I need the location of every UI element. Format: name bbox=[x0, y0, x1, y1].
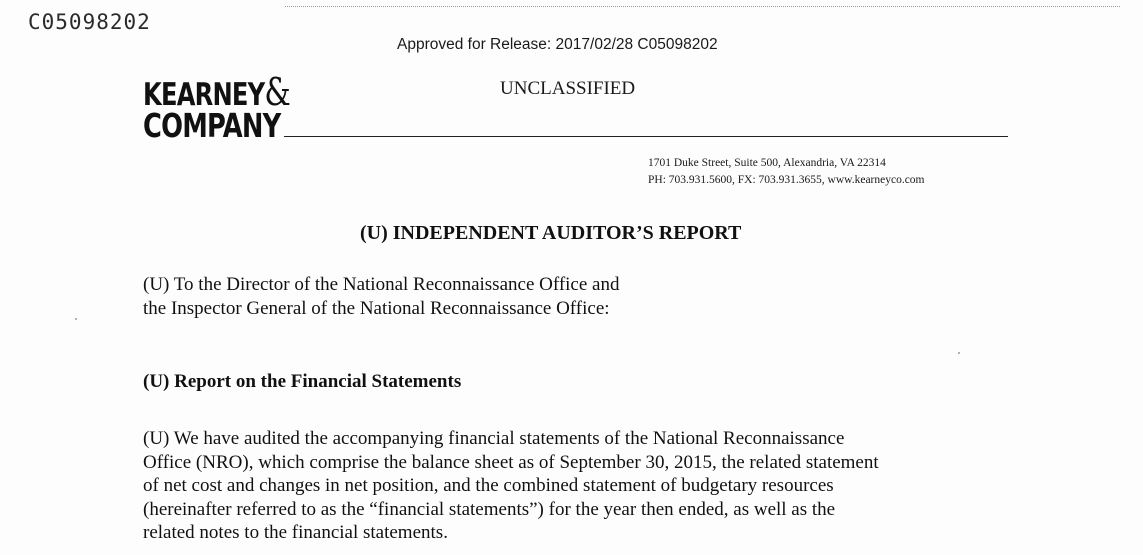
body-paragraph bbox=[143, 427, 1023, 545]
document-id-stamp: C05098202 bbox=[28, 10, 151, 34]
logo-word-kearney: KEARNEY bbox=[143, 77, 265, 113]
logo-ampersand: & bbox=[264, 70, 291, 114]
letterhead-rule bbox=[284, 136, 1008, 137]
release-approval-line: Approved for Release: 2017/02/28 C05098202 bbox=[397, 36, 718, 53]
kearney-company-logo bbox=[143, 70, 291, 146]
report-title: (U) INDEPENDENT AUDITOR’S REPORT bbox=[360, 222, 742, 244]
scan-top-rule bbox=[285, 6, 1120, 7]
salutation-line: (U) To the Director of the National Reconnaissance Office and bbox=[143, 274, 620, 295]
paragraph-line: related notes to the financial statements. bbox=[143, 522, 448, 544]
address-contact: PH: 703.931.5600, FX: 703.931.3655, www.kearneyco.com bbox=[648, 174, 925, 186]
scan-speck bbox=[958, 352, 960, 354]
paragraph-line: Office (NRO), which comprise the balance sheet as of September 30, 2015, the related statement bbox=[143, 451, 879, 473]
letterhead-address bbox=[648, 155, 925, 189]
salutation-line: the Inspector General of the National Reconnaissance Office: bbox=[143, 298, 610, 319]
logo-line-company: COMPANY bbox=[143, 106, 281, 145]
paragraph-line: (hereinafter referred to as the “financial statements”) for the year then ended, as well as the bbox=[143, 498, 836, 520]
salutation bbox=[143, 273, 619, 321]
section-heading: (U) Report on the Financial Statements bbox=[143, 371, 462, 392]
address-street: 1701 Duke Street, Suite 500, Alexandria, VA 22314 bbox=[648, 157, 886, 169]
scan-speck bbox=[75, 318, 77, 320]
paragraph-line: of net cost and changes in net position, and the combined statement of budgetary resources bbox=[143, 475, 834, 497]
classification-marking: UNCLASSIFIED bbox=[500, 78, 636, 99]
paragraph-line: (U) We have audited the accompanying financial statements of the National Reconnaissance bbox=[143, 428, 845, 449]
